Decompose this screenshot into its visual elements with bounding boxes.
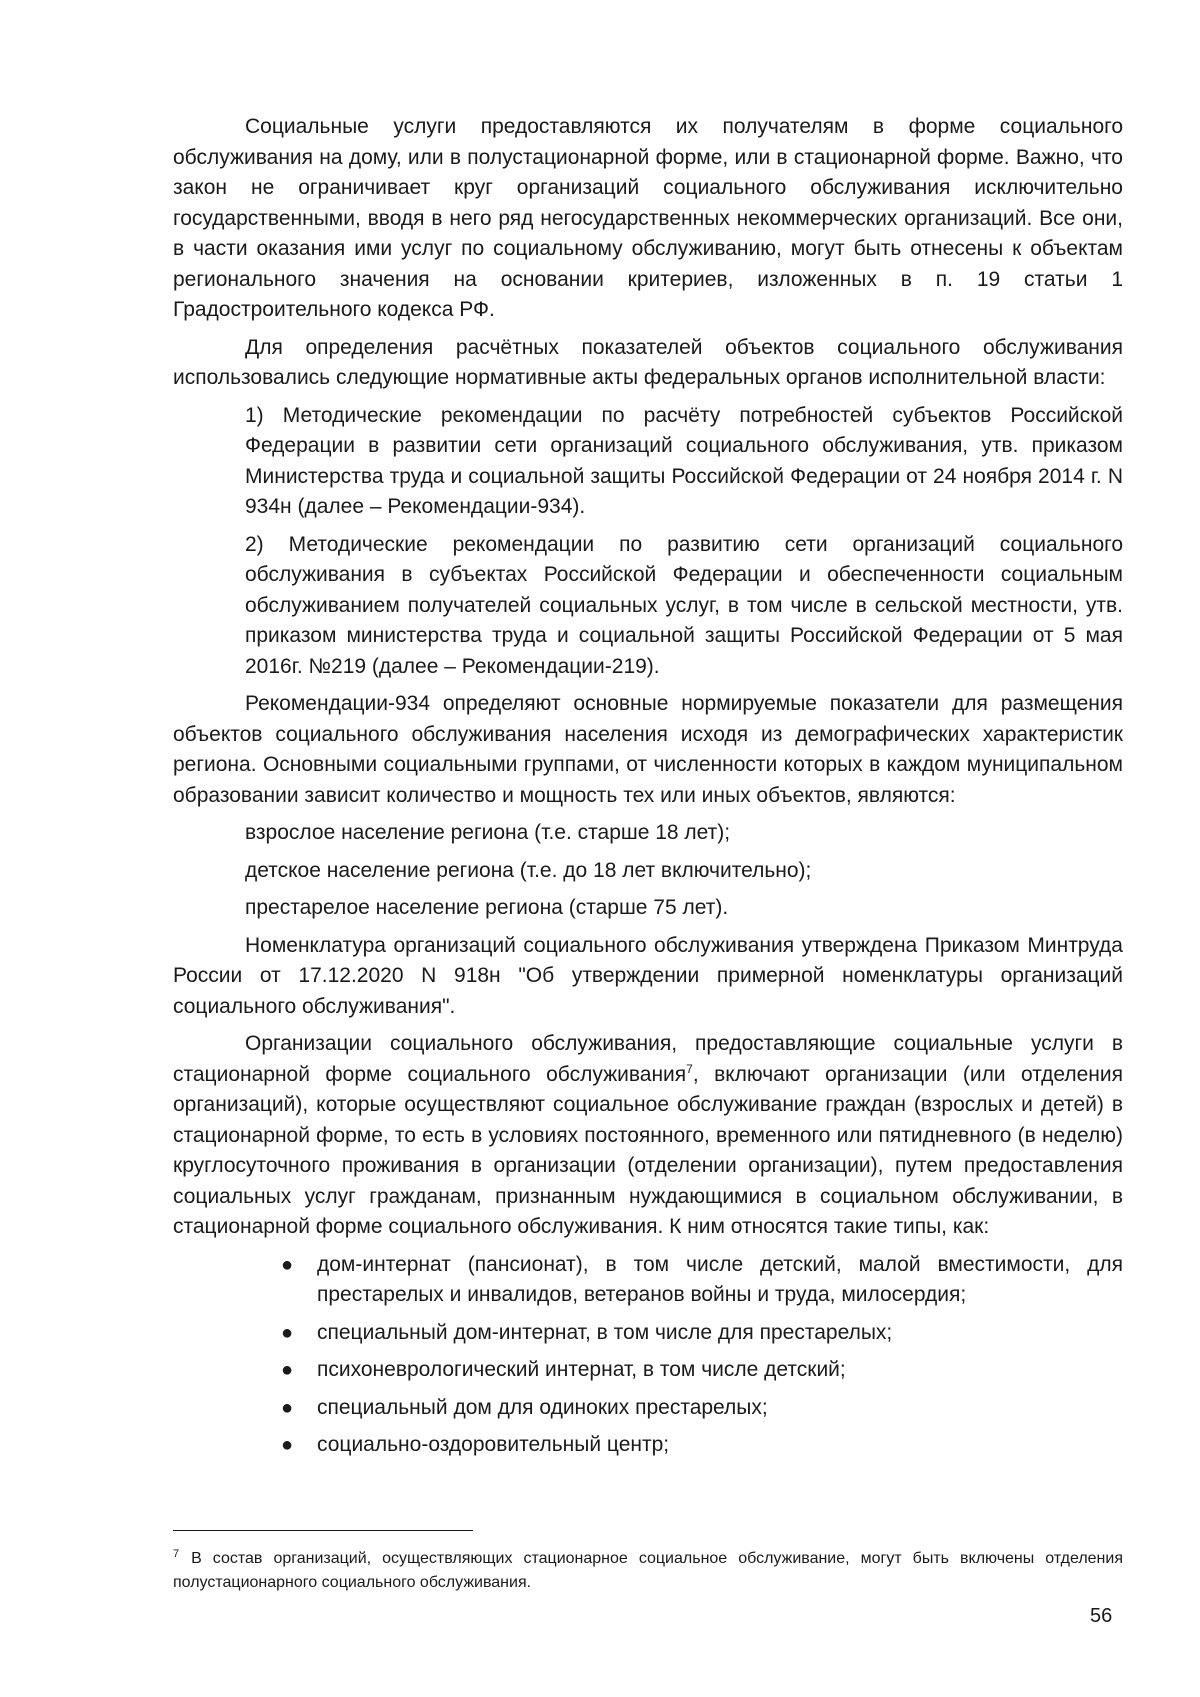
- item-number: 1): [245, 403, 264, 427]
- paragraph-stationary-organizations: [173, 1029, 1123, 1243]
- group-adult-population: взрослое население региона (т.е. старше 18 лет);: [245, 821, 731, 844]
- footnote-reference[interactable]: 7: [686, 1061, 693, 1076]
- paragraph-recommendations-934: Рекомендации-934 определяют основные нормируемые показатели для размещения объектов социального обслуживания населения исходя из демографических характеристик региона. Основными социальными группами, от численности которых в каждом муниципальном образовании зависит количество и мощность тех или иных объектов, являются:: [173, 692, 1123, 807]
- list-item-text: социально-оздоровительный центр;: [317, 1433, 670, 1456]
- organization-types-list: [173, 1250, 1123, 1461]
- paragraph-social-services-forms: Социальные услуги предоставляются их получателям в форме социального обслуживания на дому, или в полустационарной форме, или в стационарной форме. Важно, что закон не ограничивает круг организаций социального обслуживания исключительно государственными, вводя в него ряд негосударственных некоммерческих организаций. Все они, в части оказания ими услуг по социальному обслуживанию, могут быть отнесены к объектам регионального значения на основании критериев, изложенных в п. 19 статьи 1 Градостроительного кодекса РФ.: [173, 115, 1123, 321]
- list-item-text: специальный дом для одиноких престарелых;: [317, 1395, 768, 1419]
- footnote-text: В состав организаций, осуществляющих стационарное социальное обслуживание, могут быть включены отделения полустационарного социального обслуживания.: [173, 1550, 1123, 1591]
- list-item: [281, 1430, 1123, 1461]
- item-text: Методические рекомендации по развитию сети организаций социального обслуживания в субъектах Российской Федерации и обеспеченности социальным обслуживанием получателей социальных услуг, в том числе в сельской местности, утв. приказом министерства труда и социальной защиты Российской Федерации от 5 мая 2016г. №219 (далее – Рекомендации-219).: [245, 532, 1123, 678]
- page-number: 56: [1090, 1605, 1113, 1627]
- item-text: Методические рекомендации по расчёту потребностей субъектов Российской Федерации в развитии сети организаций социального обслуживания, утв. приказом Министерства труда и социальной защиты Российской Федерации от 24 ноября 2014 г. N 934н (далее – Рекомендации-934).: [245, 403, 1123, 518]
- bullet-icon: ●: [281, 1359, 294, 1381]
- paragraph-normative-acts-intro: Для определения расчётных показателей объектов социального обслуживания использовались следующие нормативные акты федеральных органов исполнительной власти:: [173, 335, 1123, 389]
- list-item: [281, 1393, 1123, 1424]
- numbered-item-recommendations-219: [245, 530, 1123, 683]
- paragraph-nomenclature: Номенклатура организаций социального обслуживания утверждена Приказом Минтруда России от 17.12.2020 N 918н "Об утверждении примерной номенклатуры организаций социального обслуживания".: [173, 933, 1123, 1018]
- group-child-population: детское население региона (т.е. до 18 лет включительно);: [245, 858, 812, 882]
- list-item-text: дом-интернат (пансионат), в том числе детский, малой вместимости, для престарелых и инвалидов, ветеранов войны и труда, милосердия;: [317, 1252, 1123, 1306]
- numbered-item-recommendations-934: [245, 401, 1123, 523]
- footnote: [173, 1547, 1123, 1595]
- footnote-number: 7: [173, 1547, 180, 1560]
- footnote-divider: [173, 1530, 473, 1531]
- item-number: 2): [245, 532, 264, 556]
- list-item: [281, 1355, 1123, 1386]
- main-text: [173, 112, 1123, 1468]
- paragraph-text-after-ref: , включают организации (или отделения организаций), которые осуществляют социальное обслуживание граждан (взрослых и детей) в стационарной форме, то есть в условиях постоянного, временного или пятидневного (в неделю) круглосуточного проживания в организации (отделении организации), путем предоставления социальных услуг гражданам, признанным нуждающимися в социальном обслуживании, в стационарной форме социального обслуживания. К ним относятся такие типы, как:: [173, 1062, 1123, 1238]
- paragraph-text-before-ref: Организации социального обслуживания, предоставляющие социальные услуги в стационарной форме социального обслуживания: [173, 1032, 1123, 1086]
- list-item-text: специальный дом-интернат, в том числе для престарелых;: [317, 1320, 893, 1344]
- list-item: [281, 1318, 1123, 1349]
- bullet-icon: ●: [281, 1396, 294, 1419]
- bullet-icon: ●: [281, 1434, 294, 1456]
- group-elderly-population: престарелое население региона (старше 75 лет).: [245, 896, 729, 919]
- list-item: [281, 1250, 1123, 1311]
- bullet-icon: ●: [281, 1253, 294, 1276]
- list-item-text: психоневрологический интернат, в том числе детский;: [317, 1358, 846, 1381]
- bullet-icon: ●: [281, 1321, 294, 1344]
